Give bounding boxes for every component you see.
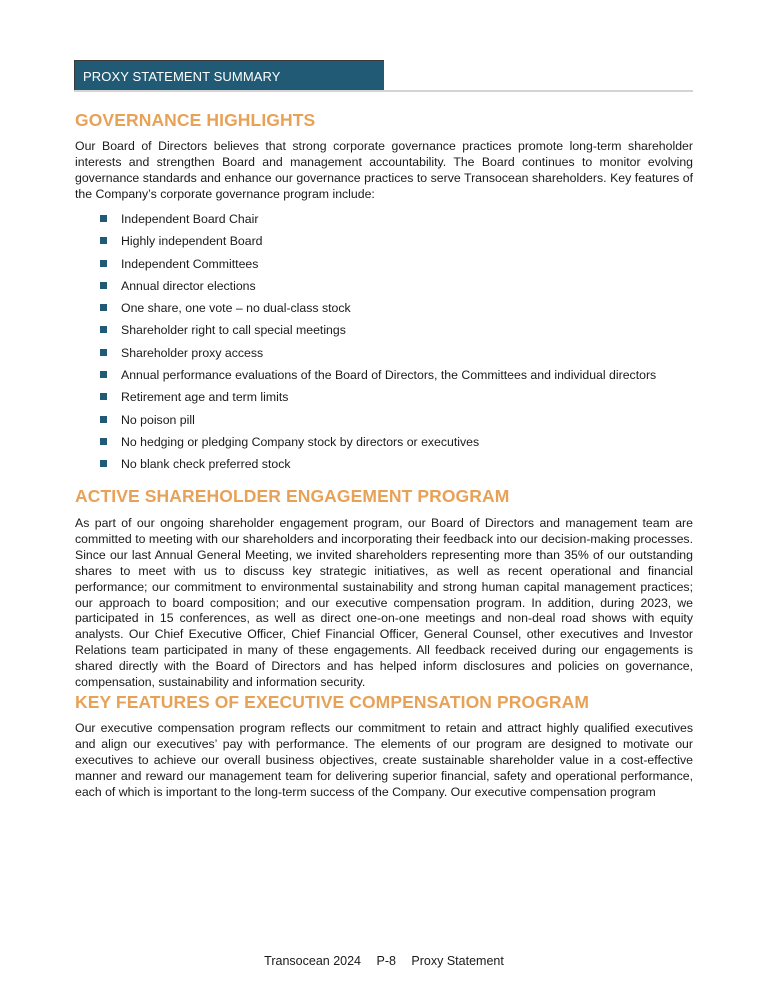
square-bullet-icon	[100, 460, 107, 467]
footer-page-number: P-8	[376, 954, 396, 968]
section-header-band	[74, 60, 384, 90]
section-header-label: PROXY STATEMENT SUMMARY	[83, 69, 281, 84]
executive-compensation-title: KEY FEATURES OF EXECUTIVE COMPENSATION PROGRAM	[75, 692, 590, 712]
list-item	[100, 322, 656, 344]
page-footer	[0, 954, 768, 968]
governance-highlights-title: GOVERNANCE HIGHLIGHTS	[75, 110, 316, 130]
square-bullet-icon	[100, 349, 107, 356]
square-bullet-icon	[100, 393, 107, 400]
square-bullet-icon	[100, 326, 107, 333]
list-item-text: No blank check preferred stock	[121, 457, 291, 472]
list-item	[100, 256, 656, 278]
list-item-text: One share, one vote – no dual-class stock	[121, 301, 351, 316]
list-item	[100, 367, 656, 389]
list-item	[100, 233, 656, 255]
list-item	[100, 278, 656, 300]
square-bullet-icon	[100, 416, 107, 423]
square-bullet-icon	[100, 304, 107, 311]
list-item	[100, 456, 656, 478]
square-bullet-icon	[100, 237, 107, 244]
list-item	[100, 345, 656, 367]
square-bullet-icon	[100, 215, 107, 222]
square-bullet-icon	[100, 371, 107, 378]
list-item	[100, 300, 656, 322]
governance-intro-paragraph: Our Board of Directors believes that strong corporate governance practices promote long-term shareholder interests and strengthen Board and management accountability. The Board continues to monitor evolving governance standards and enhance our governance practices to serve Transocean shareholders. Key features of the Company’s corporate governance program include:	[75, 139, 693, 201]
list-item-text: Independent Committees	[121, 256, 259, 271]
shareholder-engagement-paragraph: As part of our ongoing shareholder engagement program, our Board of Directors and management team are committed to meeting with our shareholders and incorporating their feedback into our decision-making processes. Since our last Annual General Meeting, we invited shareholders representing more than 35% of our outstanding shares to meet with us to discuss key strategic initiatives, as well as recent operational and financial performance; our commitment to environmental sustainability and strong human capital management practices; our approach to board composition; and our executive compensation program. In addition, during 2023, we participated in 15 conferences, as well as direct one-on-one meetings and non-deal road shows with equity analysts. Our Chief Executive Officer, Chief Financial Officer, General Counsel, other executives and Investor Relations team participated in many of these engagements. All feedback received during our engagements is shared directly with the Board of Directors and has helped inform disclosures and policies on governance, compensation, sustainability and information security.	[75, 516, 693, 690]
list-item-text: Annual director elections	[121, 278, 256, 293]
executive-compensation-paragraph: Our executive compensation program reflects our commitment to retain and attract highly qualified executives and align our executives’ pay with performance. The elements of our program are designed to motivate our executives to achieve our overall business objectives, create sustainable shareholder value in a cost-effective manner and reward our management team for delivering superior financial, safety and operational performance, each of which is important to the long-term success of the Company. Our executive compensation program	[75, 721, 693, 799]
list-item-text: Independent Board Chair	[121, 212, 259, 226]
list-item	[100, 434, 656, 456]
list-item	[100, 211, 656, 233]
list-item	[100, 389, 656, 411]
square-bullet-icon	[100, 438, 107, 445]
list-item-text: Retirement age and term limits	[121, 390, 289, 405]
shareholder-engagement-title: ACTIVE SHAREHOLDER ENGAGEMENT PROGRAM	[75, 486, 510, 506]
footer-company: Transocean 2024	[264, 954, 361, 968]
list-item-text: Shareholder right to call special meetings	[121, 323, 346, 338]
footer-document-name: Proxy Statement	[411, 954, 504, 968]
list-item-text: Shareholder proxy access	[121, 345, 264, 360]
list-item-text: No poison pill	[121, 412, 195, 427]
list-item-text: Highly independent Board	[121, 234, 263, 249]
list-item-text: No hedging or pledging Company stock by directors or executives	[121, 434, 480, 449]
list-item-text: Annual performance evaluations of the Board of Directors, the Committees and individual directors	[121, 368, 657, 383]
square-bullet-icon	[100, 260, 107, 267]
list-item	[100, 412, 656, 434]
square-bullet-icon	[100, 282, 107, 289]
header-divider	[74, 90, 693, 92]
governance-features-list	[100, 211, 656, 479]
